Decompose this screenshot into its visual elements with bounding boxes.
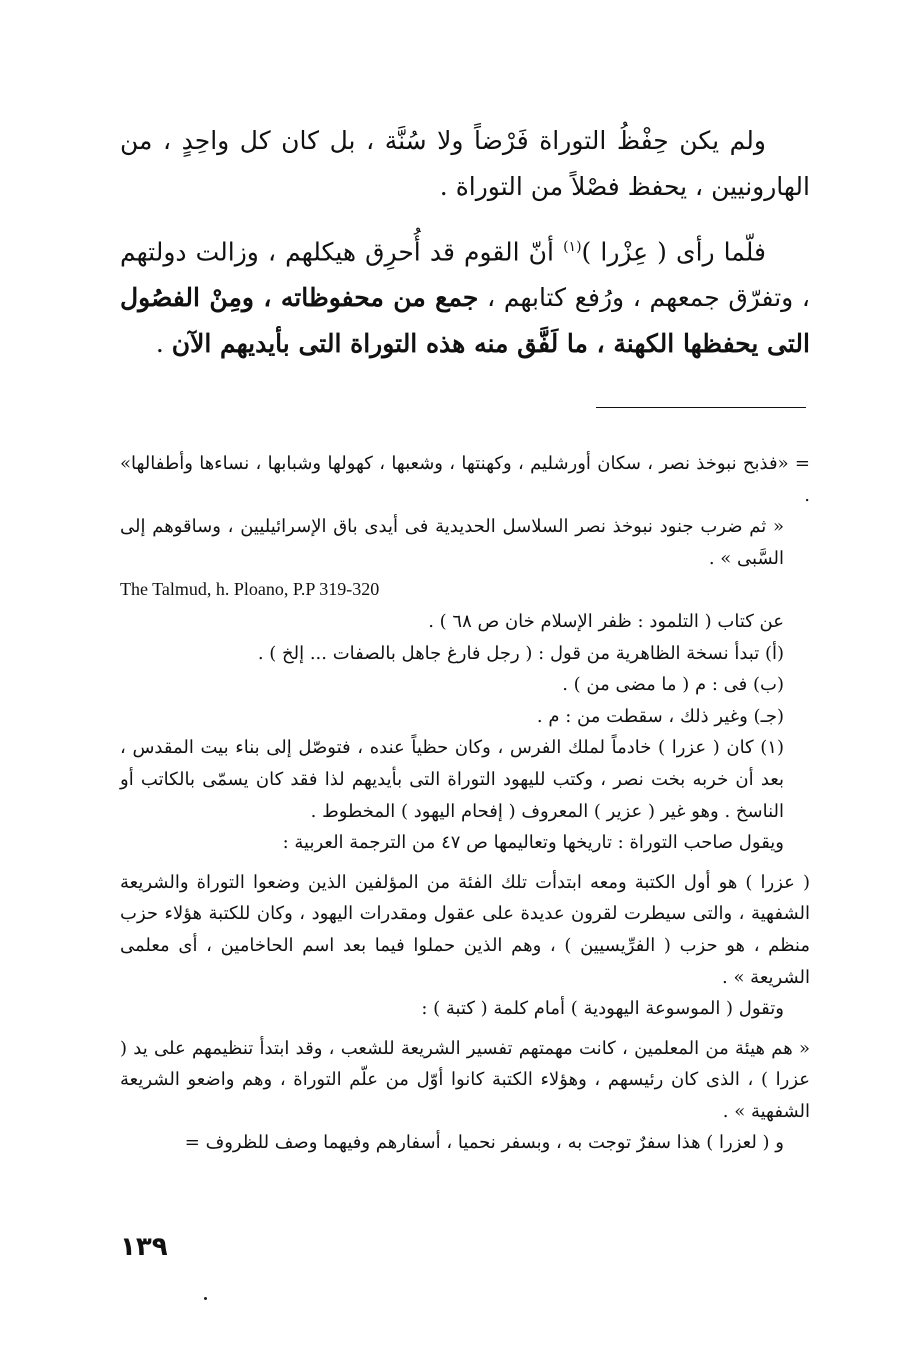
page-number: ١٣٩ (120, 1232, 168, 1262)
footnote-separator (596, 407, 806, 408)
footnote-line: (أ) تبدأ نسخة الظاهرية من قول : ( رجل فارغ جاهل بالصفات ... إلخ ) . (257, 642, 784, 664)
footnote-line: وتقول ( الموسوعة اليهودية ) أمام كلمة ( كتبة ) : (421, 998, 784, 1020)
paragraph-2-end: . (155, 329, 172, 359)
footnote-line: (جـ) وغير ذلك ، سقطت من : م . (536, 705, 784, 727)
footnote-line: عن كتاب ( التلمود : ظفر الإسلام خان ص ٦٨ ) . (428, 610, 784, 632)
footnotes (120, 448, 810, 1159)
paragraph-2-text: أنّ القوم قد أُحرِق هيكلهم ، وزالت دولتهم ، وتفرّق جمعهم ، ورُفع كتابهم ، (120, 237, 810, 313)
footnote-quote: « هم هيئة من المعلمين ، كانت مهمتهم تفسير الشريعة للشعب ، وقد ابتدأ تنظيمهم على يد ( عزرا ) ، الذى كان رئيسهم ، وهؤلاء الكتبة كانوا أوّل من علّم التوراة ، وهم واضعو الشريعة الشفهية » . (120, 1037, 810, 1122)
paragraph-1: ولم يكن حِفْظُ التوراة فَرْضاً ولا سُنَّة ، بل كان كل واحِدٍ ، من الهارونيين ، يحفظ فصْلاً من التوراة . (120, 126, 810, 201)
paragraph-2 (120, 224, 810, 367)
footnote-line: (١) كان ( عزرا ) خادماً لملك الفرس ، وكان حظياً عنده ، فتوصّل إلى بناء بيت المقدس ، بعد أن خربه بخت نصر ، وكتب لليهود التوراة التى بأيديهم لذا فقد كان يسمّى بالكاتب أو الناسخ . وهو غير ( عزير ) المعروف ( إفحام اليهود ) المخطوط . (120, 737, 784, 822)
latin-reference: The Talmud, h. Ploano, P.P 319-320 (120, 579, 380, 600)
footnote-marker: (١) (563, 239, 582, 255)
main-text (120, 118, 810, 367)
footnote-line: و ( لعزرا ) هذا سفرٌ توجت به ، وبسفر نحميا ، أسفارهم وفيهما وصف للظروف = (184, 1132, 784, 1154)
footnote-line: = «فذبح نبوخذ نصر ، سكان أورشليم ، وكهنتها ، وشعبها ، كهولها وشبابها ، نساءها وأطفالها» . (120, 453, 810, 506)
footnote-line: ويقول صاحب التوراة : تاريخها وتعاليمها ص ٤٧ من الترجمة العربية : (282, 832, 784, 854)
footnote-line: (ب) فى : م ( ما مضى من ) . (562, 674, 784, 696)
footnote-quote: ( عزرا ) هو أول الكتبة ومعه ابتدأت تلك الفئة من المؤلفين الذين وضعوا التوراة والشريعة الشفهية ، والتى سيطرت لقرون عديدة على عقول ومقدرات اليهود ، وكان للكتبة هؤلاء حزب منظم ، هو حزب ( الفرِّيسيين ) ، وهم الذين حملوا فيما بعد اسم الحاخامين ، أى معلمى الشريعة » . (120, 871, 810, 988)
paragraph-2-intro: فلّما رأى ( عِزْرا ) (581, 237, 766, 267)
footnote-line: « ثم ضرب جنود نبوخذ نصر السلاسل الحديدية فى أيدى باق الإسرائيليين ، وساقوهم إلى السَّبى » . (120, 516, 784, 569)
paragraph-2-bold-text: جمع من محفوظاته ، ومِنْ الفصُول التى يحفظها الكهنة ، ما لَفَّق منه هذه التوراة التى بأيديهم الآن (120, 283, 810, 359)
print-speck (204, 1297, 207, 1300)
